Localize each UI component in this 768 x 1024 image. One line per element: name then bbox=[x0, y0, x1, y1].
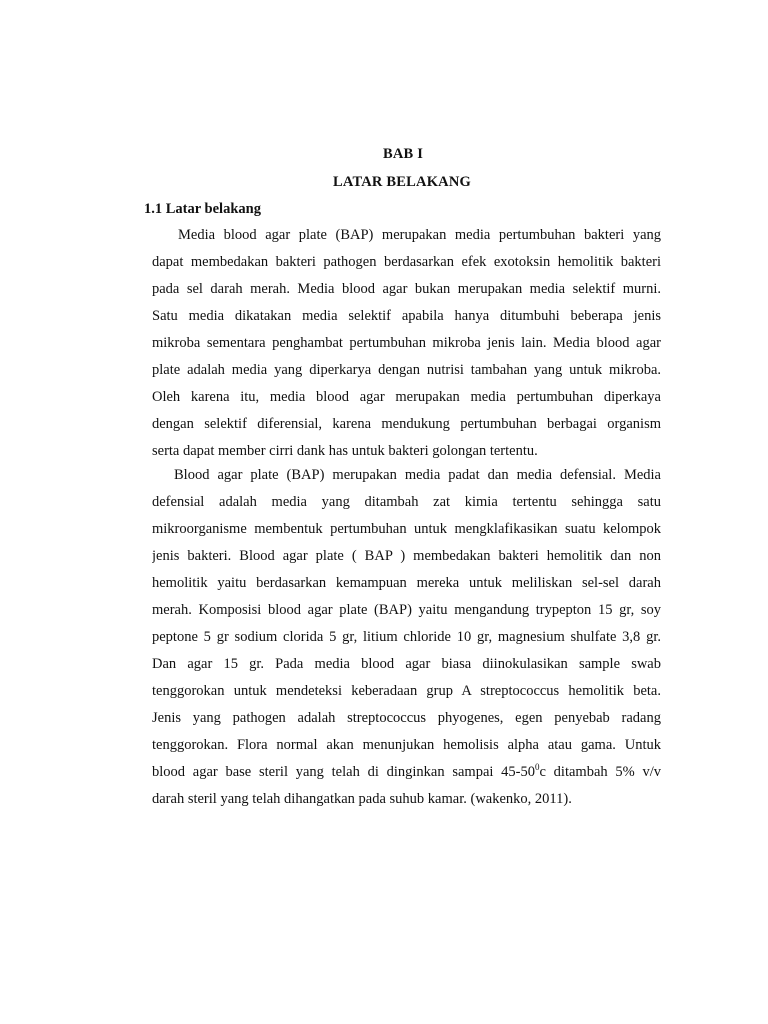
paragraph-2 bbox=[152, 462, 661, 813]
paragraph-line: Jenis yang pathogen adalah streptococcus phyogenes, egen penyebab radang bbox=[152, 710, 661, 726]
paragraph-line: dengan selektif diferensial, karena mendukung pertumbuhan berbagai organism bbox=[152, 416, 661, 432]
paragraph-line: jenis bakteri. Blood agar plate ( BAP ) membedakan bakteri hemolitik dan non bbox=[152, 548, 661, 564]
paragraph-line: merah. Komposisi blood agar plate (BAP) yaitu mengandung trypepton 15 gr, soy bbox=[152, 602, 661, 618]
paragraph-line: Dan agar 15 gr. Pada media blood agar biasa diinokulasikan sample swab bbox=[152, 656, 661, 672]
paragraph-1 bbox=[152, 222, 661, 465]
paragraph-line: mikroorganisme membentuk pertumbuhan untuk mengklafikasikan suatu kelompok bbox=[152, 521, 661, 537]
paragraph-line: Oleh karena itu, media blood agar merupakan media pertumbuhan diperkaya bbox=[152, 389, 661, 405]
paragraph-line: Media blood agar plate (BAP) merupakan media pertumbuhan bakteri yang bbox=[178, 227, 661, 243]
section-heading: 1.1 Latar belakang bbox=[144, 201, 261, 217]
paragraph-line: serta dapat member cirri dank has untuk bakteri golongan tertentu. bbox=[152, 443, 538, 459]
degree-superscript: 0 bbox=[535, 762, 540, 772]
paragraph-line: Blood agar plate (BAP) merupakan media padat dan media defensial. Media bbox=[174, 467, 661, 483]
paragraph-line: defensial adalah media yang ditambah zat kimia tertentu sehingga satu bbox=[152, 494, 661, 510]
chapter-title: LATAR BELAKANG bbox=[332, 174, 471, 190]
chapter-number: BAB I bbox=[382, 146, 424, 162]
paragraph-line: plate adalah media yang diperkarya dengan nutrisi tambahan yang untuk mikroba. bbox=[152, 362, 661, 378]
paragraph-line: tenggorokan. Flora normal akan menunjukan hemolisis alpha atau gama. Untuk bbox=[152, 737, 661, 753]
paragraph-line: mikroba sementara penghambat pertumbuhan mikroba jenis lain. Media blood agar bbox=[152, 335, 661, 351]
paragraph-line: tenggorokan untuk mendeteksi keberadaan grup A streptococcus hemolitik beta. bbox=[152, 683, 661, 699]
paragraph-line: pada sel darah merah. Media blood agar bukan merupakan media selektif murni. bbox=[152, 281, 661, 297]
paragraph-line-temperature bbox=[152, 759, 661, 786]
temp-line-before: blood agar base steril yang telah di dinginkan sampai 45-50 bbox=[152, 764, 535, 780]
paragraph-line: Satu media dikatakan media selektif apabila hanya ditumbuhi beberapa jenis bbox=[152, 308, 661, 324]
paragraph-line: dapat membedakan bakteri pathogen berdasarkan efek exotoksin hemolitik bakteri bbox=[152, 254, 661, 270]
paragraph-line: hemolitik yaitu berdasarkan kemampuan mereka untuk meliliskan sel-sel darah bbox=[152, 575, 661, 591]
paragraph-line: darah steril yang telah dihangatkan pada suhub kamar. (wakenko, 2011). bbox=[152, 791, 572, 807]
paragraph-line: peptone 5 gr sodium clorida 5 gr, litium chloride 10 gr, magnesium shulfate 3,8 gr. bbox=[152, 629, 661, 645]
temp-line-after: c ditambah 5% v/v bbox=[539, 764, 661, 780]
